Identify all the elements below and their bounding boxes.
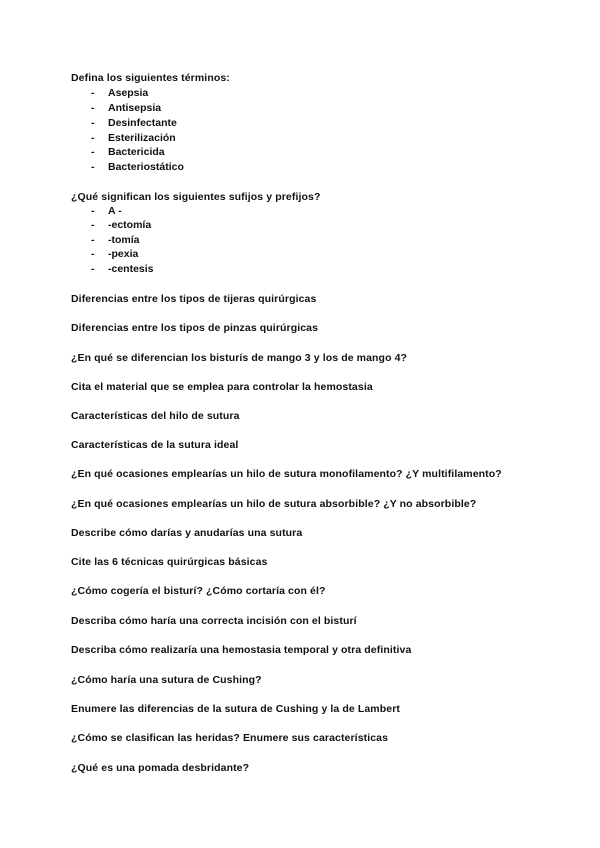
question: ¿En qué ocasiones emplearías un hilo de sutura monofilamento? ¿Y multifilamento? [71,468,502,480]
question: ¿Cómo se clasifican las heridas? Enumere sus características [71,732,389,744]
question: Describa cómo realizaría una hemostasia temporal y otra definitiva [71,644,412,656]
bullet-dash: - [91,234,95,246]
affix-item: A - [108,205,122,217]
question: Cita el material que se emplea para controlar la hemostasia [71,381,373,393]
question: Describe cómo darías y anudarías una sutura [71,527,303,539]
bullet-dash: - [91,146,95,158]
question: ¿Qué es una pomada desbridante? [71,762,250,774]
bullet-dash: - [91,263,95,275]
section1-heading: Defina los siguientes términos: [71,72,230,84]
section2-heading: ¿Qué significan los siguientes sufijos y prefijos? [71,191,321,203]
bullet-dash: - [91,161,95,173]
bullet-dash: - [91,248,95,260]
question: Diferencias entre los tipos de tijeras quirúrgicas [71,293,317,305]
term-item: Asepsia [108,87,149,99]
question: Enumere las diferencias de la sutura de Cushing y la de Lambert [71,703,400,715]
question: Cite las 6 técnicas quirúrgicas básicas [71,556,268,568]
term-item: Bacteriostático [108,161,184,173]
term-item: Esterilización [108,132,176,144]
affix-item: -ectomía [108,219,152,231]
affix-item: -pexia [108,248,139,260]
question: Describa cómo haría una correcta incisión con el bisturí [71,615,357,627]
affix-item: -tomía [108,234,140,246]
bullet-dash: - [91,117,95,129]
bullet-dash: - [91,102,95,114]
question: ¿En qué ocasiones emplearías un hilo de sutura absorbible? ¿Y no absorbible? [71,498,477,510]
term-item: Antisepsia [108,102,162,114]
bullet-dash: - [91,219,95,231]
question: Diferencias entre los tipos de pinzas quirúrgicas [71,322,319,334]
question: ¿En qué se diferencian los bisturís de mango 3 y los de mango 4? [71,352,408,364]
question: Características de la sutura ideal [71,439,239,451]
question: ¿Cómo haría una sutura de Cushing? [71,674,262,686]
bullet-dash: - [91,205,95,217]
term-item: Desinfectante [108,117,177,129]
bullet-dash: - [91,132,95,144]
affix-item: -centesis [108,263,154,275]
bullet-dash: - [91,87,95,99]
term-item: Bactericida [108,146,165,158]
question: Características del hilo de sutura [71,410,240,422]
question: ¿Cómo cogería el bisturí? ¿Cómo cortaría con él? [71,585,326,597]
